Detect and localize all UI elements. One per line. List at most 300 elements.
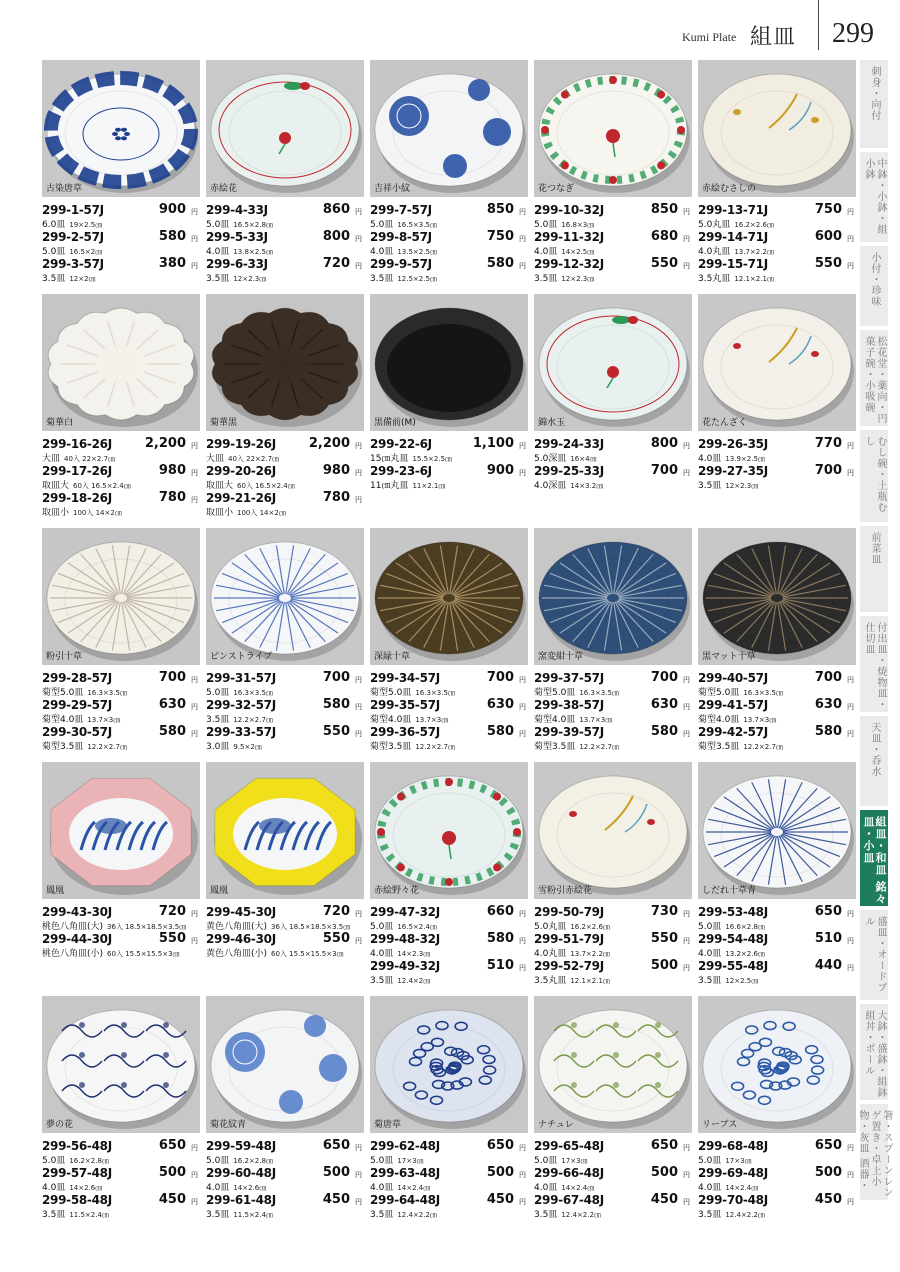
product-entry — [206, 725, 364, 752]
yen-mark: 円 — [847, 235, 854, 243]
product-size: 菊型5.0皿 16.3×3.5㎝ — [370, 688, 455, 698]
product-card[interactable] — [534, 996, 692, 1220]
side-tab-label: 付出皿・焼物皿・仕切皿 — [863, 622, 886, 710]
product-entry — [206, 464, 364, 491]
product-card[interactable] — [534, 60, 692, 284]
product-size: 取皿大 60入 16.5×2.4㎝ — [42, 481, 131, 491]
side-tab-1[interactable] — [860, 152, 888, 242]
yen-mark: 円 — [191, 703, 198, 711]
product-code: 299-65-48J — [534, 1139, 604, 1153]
yen-mark: 円 — [191, 262, 198, 270]
product-card[interactable] — [698, 60, 856, 284]
product-price: 720 — [322, 256, 350, 271]
product-price: 730 — [650, 904, 678, 919]
product-price: 650 — [814, 1138, 842, 1153]
product-size: 3.5皿 12×2.3㎝ — [534, 274, 595, 284]
product-code: 299-34-57J — [370, 671, 440, 685]
product-dimensions: 14×2.4㎝ — [725, 1184, 759, 1192]
product-photo — [534, 996, 692, 1133]
product-card[interactable] — [206, 294, 364, 518]
yen-mark: 円 — [519, 703, 526, 711]
yen-mark: 円 — [683, 676, 690, 684]
product-price: 550 — [814, 256, 842, 271]
product-dimensions: 13.7×3㎝ — [579, 716, 613, 724]
product-code: 299-12-32J — [534, 257, 604, 271]
side-tab-10[interactable] — [860, 1004, 888, 1100]
product-code: 299-29-57J — [42, 698, 112, 712]
product-code: 299-53-48J — [698, 905, 768, 919]
product-code: 299-37-57J — [534, 671, 604, 685]
product-size: 3.5皿 12.2×2.7㎝ — [206, 715, 273, 725]
product-dimensions: 16.3×3.5㎝ — [233, 689, 273, 697]
product-dimensions: 14×3.2㎝ — [570, 482, 604, 490]
product-price: 660 — [486, 904, 514, 919]
yen-mark: 円 — [683, 1171, 690, 1179]
product-entry — [534, 905, 692, 932]
product-code: 299-45-30J — [206, 905, 276, 919]
yen-mark: 円 — [683, 937, 690, 945]
product-price: 500 — [486, 1165, 514, 1180]
product-size: 6.0皿 19×2.5㎝ — [42, 220, 103, 230]
plate-image — [42, 762, 200, 899]
product-card[interactable] — [698, 762, 856, 986]
product-photo — [370, 294, 528, 431]
product-entry — [370, 464, 528, 491]
product-dimensions: 12×2.3㎝ — [561, 275, 595, 283]
product-size: 3.5皿 12.4×2.2㎝ — [370, 1210, 437, 1220]
product-dimensions: 12.5×2.5㎝ — [397, 275, 437, 283]
product-price: 800 — [322, 229, 350, 244]
yen-mark: 円 — [847, 442, 854, 450]
side-tab-4[interactable] — [860, 430, 888, 522]
yen-mark: 円 — [355, 496, 362, 504]
product-price: 860 — [322, 202, 350, 217]
product-photo — [42, 60, 200, 197]
product-code: 299-11-32J — [534, 230, 604, 244]
plate-image — [370, 528, 528, 665]
product-card[interactable] — [370, 996, 528, 1220]
product-code: 299-27-35J — [698, 464, 768, 478]
product-price: 720 — [322, 904, 350, 919]
yen-mark: 円 — [847, 262, 854, 270]
product-size: 取皿大 60入 16.5×2.4㎝ — [206, 481, 295, 491]
product-entry — [206, 491, 364, 518]
product-dimensions: 13.2×2.6㎝ — [725, 950, 765, 958]
yen-mark: 円 — [683, 910, 690, 918]
product-code: 299-57-48J — [42, 1166, 112, 1180]
side-tab-0[interactable] — [860, 60, 888, 148]
product-card[interactable] — [698, 996, 856, 1220]
side-tab-label: 小付・珍味 — [869, 252, 880, 307]
product-dimensions: 9.5×2㎝ — [233, 743, 262, 751]
yen-mark: 円 — [191, 1144, 198, 1152]
product-photo — [206, 528, 364, 665]
product-entry — [206, 257, 364, 284]
product-dimensions: 36入 18.5×18.5×3.5㎝ — [107, 923, 187, 931]
product-size: 菊型5.0皿 16.3×3.5㎝ — [534, 688, 619, 698]
product-size: 3.5皿 12.4×2.2㎝ — [698, 1210, 765, 1220]
yen-mark: 円 — [355, 910, 362, 918]
product-entry — [698, 905, 856, 932]
product-dimensions: 60入 16.5×2.4㎝ — [73, 482, 131, 490]
product-size: 大皿 40入 22×2.7㎝ — [206, 454, 280, 464]
product-price: 580 — [486, 724, 514, 739]
product-price: 780 — [322, 490, 350, 505]
product-size: 3.5丸皿 12.1×2.1㎝ — [698, 274, 774, 284]
product-dimensions: 36入 18.5×18.5×3.5㎝ — [271, 923, 351, 931]
side-tab-3[interactable] — [860, 330, 888, 426]
product-price: 500 — [650, 1165, 678, 1180]
product-size: 菊型3.5皿 12.2×2.7㎝ — [42, 742, 127, 752]
product-size: 5.0丸皿 16.2×2.6㎝ — [534, 922, 610, 932]
yen-mark: 円 — [683, 964, 690, 972]
product-entry — [206, 905, 364, 932]
yen-mark: 円 — [519, 235, 526, 243]
product-code: 299-14-71J — [698, 230, 768, 244]
yen-mark: 円 — [683, 703, 690, 711]
product-code: 299-35-57J — [370, 698, 440, 712]
product-size: 菊型4.0皿 13.7×3㎝ — [42, 715, 121, 725]
yen-mark: 円 — [519, 262, 526, 270]
product-dimensions: 14×2.3㎝ — [397, 950, 431, 958]
product-dimensions: 16×4㎝ — [570, 455, 597, 463]
product-card[interactable] — [534, 762, 692, 986]
product-price: 500 — [650, 958, 678, 973]
product-entry — [534, 464, 692, 491]
product-entry — [370, 1166, 528, 1193]
product-dimensions: 14×2.4㎝ — [561, 1184, 595, 1192]
side-tab-2[interactable] — [860, 246, 888, 326]
product-size: 4.0皿 13.8×2.5㎝ — [206, 247, 273, 257]
product-price: 680 — [650, 229, 678, 244]
yen-mark: 円 — [683, 1144, 690, 1152]
yen-mark: 円 — [519, 910, 526, 918]
product-size: 5.0丸皿 16.2×2.6㎝ — [698, 220, 774, 230]
product-entry — [370, 257, 528, 284]
product-price: 800 — [650, 436, 678, 451]
product-entry — [370, 1139, 528, 1166]
product-code: 299-62-48J — [370, 1139, 440, 1153]
product-price: 550 — [650, 256, 678, 271]
product-code: 299-50-79J — [534, 905, 604, 919]
product-entry — [698, 1166, 856, 1193]
yen-mark: 円 — [519, 676, 526, 684]
yen-mark: 円 — [847, 910, 854, 918]
product-dimensions: 16.8×3㎝ — [561, 221, 595, 229]
product-photo — [698, 294, 856, 431]
product-entry — [206, 1193, 364, 1220]
yen-mark: 円 — [355, 235, 362, 243]
product-size: 3.5皿 12×2.5㎝ — [698, 976, 759, 986]
product-photo — [698, 996, 856, 1133]
product-dimensions: 19×2.5㎝ — [69, 221, 103, 229]
product-dimensions: 12.2×2.7㎝ — [233, 716, 273, 724]
product-card[interactable] — [42, 528, 200, 752]
product-price: 380 — [158, 256, 186, 271]
plate-image — [698, 528, 856, 665]
product-code: 299-32-57J — [206, 698, 276, 712]
product-series-name: 古染唐草 — [46, 184, 83, 194]
product-size: 4.0皿 13.2×2.6㎝ — [698, 949, 765, 959]
side-tab-6[interactable] — [860, 616, 888, 712]
product-price: 630 — [814, 697, 842, 712]
yen-mark: 円 — [683, 208, 690, 216]
yen-mark: 円 — [519, 730, 526, 738]
product-series-name: 菊華黒 — [210, 418, 238, 428]
side-tab-7[interactable] — [860, 716, 888, 806]
product-dimensions: 17×3㎝ — [561, 1157, 588, 1165]
product-dimensions: 12.2×2.7㎝ — [579, 743, 619, 751]
product-size: 桃色八角皿(小) 60入 15.5×15.5×3㎝ — [42, 949, 180, 959]
product-series-name: リーブス — [702, 1120, 738, 1130]
product-dimensions: 12×2㎝ — [69, 275, 96, 283]
yen-mark: 円 — [847, 676, 854, 684]
plate-image — [534, 528, 692, 665]
product-entry — [370, 932, 528, 959]
side-tab-label: 箸・スプーンレンゲ置き・卓上小物・灰皿 酒器・ — [857, 1110, 892, 1198]
product-price: 580 — [486, 931, 514, 946]
product-card[interactable] — [370, 294, 528, 491]
product-size: 3.5皿 12×2.3㎝ — [698, 481, 759, 491]
product-size: 5.0皿 16.3×3.5㎝ — [206, 688, 273, 698]
product-dimensions: 40入 22×2.7㎝ — [228, 455, 280, 463]
yen-mark: 円 — [355, 937, 362, 945]
yen-mark: 円 — [847, 1171, 854, 1179]
product-entry — [42, 1166, 200, 1193]
side-tab-label: 天皿・呑水 — [869, 722, 880, 777]
product-card[interactable] — [698, 294, 856, 491]
product-code: 299-44-30J — [42, 932, 112, 946]
yen-mark: 円 — [191, 676, 198, 684]
product-size: 3.5皿 12×2.3㎝ — [206, 274, 267, 284]
product-size: 4.0皿 14×2.4㎝ — [698, 1183, 759, 1193]
product-price: 580 — [322, 697, 350, 712]
product-photo — [370, 762, 528, 899]
product-entry — [42, 230, 200, 257]
product-dimensions: 12×2.5㎝ — [725, 977, 759, 985]
product-size: 菊型5.0皿 16.3×3.5㎝ — [42, 688, 127, 698]
product-photo — [534, 294, 692, 431]
product-size: 桃色八角皿(大) 36入 18.5×18.5×3.5㎝ — [42, 922, 187, 932]
product-photo — [370, 996, 528, 1133]
yen-mark: 円 — [191, 496, 198, 504]
product-entry — [42, 671, 200, 698]
yen-mark: 円 — [355, 676, 362, 684]
product-card[interactable] — [206, 528, 364, 752]
product-card[interactable] — [42, 762, 200, 959]
yen-mark: 円 — [847, 937, 854, 945]
product-dimensions: 15.5×2.5㎝ — [412, 455, 453, 463]
product-dimensions: 11×2.1㎝ — [412, 482, 446, 490]
product-code: 299-63-48J — [370, 1166, 440, 1180]
product-code: 299-42-57J — [698, 725, 768, 739]
product-code: 299-58-48J — [42, 1193, 112, 1207]
product-code: 299-20-26J — [206, 464, 276, 478]
product-entry — [206, 230, 364, 257]
product-entry — [42, 203, 200, 230]
yen-mark: 円 — [355, 469, 362, 477]
header-divider — [818, 0, 819, 50]
product-card[interactable] — [206, 60, 364, 284]
product-price: 500 — [814, 1165, 842, 1180]
product-entry — [370, 671, 528, 698]
product-dimensions: 12.4×2㎝ — [397, 977, 431, 985]
product-card[interactable] — [370, 762, 528, 986]
product-card[interactable] — [206, 762, 364, 959]
product-entry — [698, 932, 856, 959]
product-series-name: 花たんざく — [702, 418, 748, 428]
header-japanese-title: 組皿 — [750, 25, 797, 50]
product-dimensions: 16.3×3.5㎝ — [87, 689, 127, 697]
side-tab-label: 盛皿・オードブル — [863, 916, 886, 993]
product-price: 700 — [650, 670, 678, 685]
yen-mark: 円 — [191, 442, 198, 450]
product-card[interactable] — [42, 60, 200, 284]
product-dimensions: 17×3㎝ — [725, 1157, 752, 1165]
product-code: 299-33-57J — [206, 725, 276, 739]
product-price: 550 — [322, 724, 350, 739]
product-card[interactable] — [206, 996, 364, 1220]
yen-mark: 円 — [191, 469, 198, 477]
product-entry — [534, 437, 692, 464]
product-entry — [534, 932, 692, 959]
plate-image — [42, 996, 200, 1133]
product-size: 3.5皿 11.5×2.4㎝ — [42, 1210, 109, 1220]
product-price: 650 — [486, 1138, 514, 1153]
side-tab-11[interactable] — [857, 1104, 892, 1200]
product-size: 3.5皿 12×2㎝ — [42, 274, 96, 284]
yen-mark: 円 — [191, 235, 198, 243]
product-entry — [206, 437, 364, 464]
product-code: 299-38-57J — [534, 698, 604, 712]
product-dimensions: 12.4×2.2㎝ — [561, 1211, 601, 1219]
product-code: 299-19-26J — [206, 437, 276, 451]
product-entry — [370, 203, 528, 230]
product-dimensions: 100入 14×2㎝ — [237, 509, 286, 517]
product-card[interactable] — [370, 60, 528, 284]
product-entry — [698, 725, 856, 752]
product-price: 700 — [814, 670, 842, 685]
product-photo — [206, 762, 364, 899]
yen-mark: 円 — [683, 730, 690, 738]
product-dimensions: 14×2.6㎝ — [233, 1184, 267, 1192]
product-code: 299-69-48J — [698, 1166, 768, 1180]
product-dimensions: 13.9×2.5㎝ — [725, 455, 765, 463]
product-series-name: 粉引十草 — [46, 652, 83, 662]
plate-image — [42, 60, 200, 197]
product-entry — [534, 698, 692, 725]
product-size: 4.0丸皿 13.7×2.2㎝ — [534, 949, 610, 959]
product-entry — [206, 932, 364, 959]
product-dimensions: 16.2×2.8㎝ — [69, 1157, 109, 1165]
product-price: 550 — [158, 931, 186, 946]
product-dimensions: 11.5×2.4㎝ — [69, 1211, 109, 1219]
side-tab-9[interactable] — [860, 910, 888, 1000]
product-card[interactable] — [42, 996, 200, 1220]
product-code: 299-15-71J — [698, 257, 768, 271]
product-series-name: 深緑十草 — [374, 652, 411, 662]
product-code: 299-7-57J — [370, 203, 432, 217]
product-size: 5.0皿 16.2×2.8㎝ — [42, 1156, 109, 1166]
product-price: 900 — [158, 202, 186, 217]
side-tab-label: 刺身・向付 — [869, 66, 880, 121]
yen-mark: 円 — [683, 442, 690, 450]
product-dimensions: 12.1×2.1㎝ — [570, 977, 610, 985]
product-code: 299-2-57J — [42, 230, 104, 244]
side-tab-5[interactable] — [860, 526, 888, 612]
product-code: 299-39-57J — [534, 725, 604, 739]
product-code: 299-13-71J — [698, 203, 768, 217]
product-code: 299-22-6J — [370, 437, 432, 451]
yen-mark: 円 — [191, 730, 198, 738]
product-code: 299-21-26J — [206, 491, 276, 505]
product-size: 4.0丸皿 13.7×2.2㎝ — [698, 247, 774, 257]
product-photo — [42, 294, 200, 431]
product-price: 450 — [158, 1192, 186, 1207]
product-photo — [698, 528, 856, 665]
product-dimensions: 14×2.5㎝ — [561, 248, 595, 256]
product-series-name: 吉祥小紋 — [374, 184, 411, 194]
product-price: 630 — [650, 697, 678, 712]
product-card[interactable] — [370, 528, 528, 752]
product-dimensions: 16.3×3.5㎝ — [579, 689, 619, 697]
product-size: 4.0皿 14×2.6㎝ — [206, 1183, 267, 1193]
yen-mark: 円 — [191, 1198, 198, 1206]
product-entry — [534, 203, 692, 230]
product-code: 299-46-30J — [206, 932, 276, 946]
product-series-name: 菊華白 — [46, 418, 74, 428]
product-size: 3.5皿 12.4×2.2㎝ — [534, 1210, 601, 1220]
product-size: 4.0皿 14×2.6㎝ — [42, 1183, 103, 1193]
product-price: 750 — [814, 202, 842, 217]
product-dimensions: 12.1×2.1㎝ — [734, 275, 774, 283]
side-tab-label: むし碗・土瓶むし — [863, 436, 886, 513]
product-entry — [42, 698, 200, 725]
product-price: 700 — [158, 670, 186, 685]
plate-image — [206, 996, 364, 1133]
side-tab-label: 前菜皿 — [869, 532, 880, 565]
product-code: 299-43-30J — [42, 905, 112, 919]
product-size: 5.0皿 16.2×2.8㎝ — [206, 1156, 273, 1166]
plate-image — [534, 294, 692, 431]
product-price: 980 — [158, 463, 186, 478]
product-card[interactable] — [534, 528, 692, 752]
product-code: 299-67-48J — [534, 1193, 604, 1207]
product-dimensions: 16.5×2㎝ — [69, 248, 103, 256]
yen-mark: 円 — [519, 964, 526, 972]
product-price: 850 — [650, 202, 678, 217]
product-dimensions: 12.4×2.2㎝ — [397, 1211, 437, 1219]
product-price: 700 — [650, 463, 678, 478]
product-code: 299-9-57J — [370, 257, 432, 271]
plate-image — [370, 762, 528, 899]
product-size: 4.0皿 13.9×2.5㎝ — [698, 454, 765, 464]
side-tab-label: 中鉢・小鉢・組小鉢 — [863, 158, 886, 235]
product-price: 780 — [158, 490, 186, 505]
product-dimensions: 16.5×2.8㎝ — [233, 221, 273, 229]
product-size: 3.5丸皿 12.1×2.1㎝ — [534, 976, 610, 986]
product-code: 299-17-26J — [42, 464, 112, 478]
product-card[interactable] — [42, 294, 200, 518]
product-card[interactable] — [534, 294, 692, 491]
product-series-name: 花つなぎ — [538, 184, 575, 194]
product-photo — [534, 762, 692, 899]
product-card[interactable] — [698, 528, 856, 752]
product-code: 299-4-33J — [206, 203, 268, 217]
product-entry — [42, 257, 200, 284]
side-tab-8[interactable] — [860, 810, 888, 906]
product-series-name: しだれ十草青 — [702, 886, 757, 896]
